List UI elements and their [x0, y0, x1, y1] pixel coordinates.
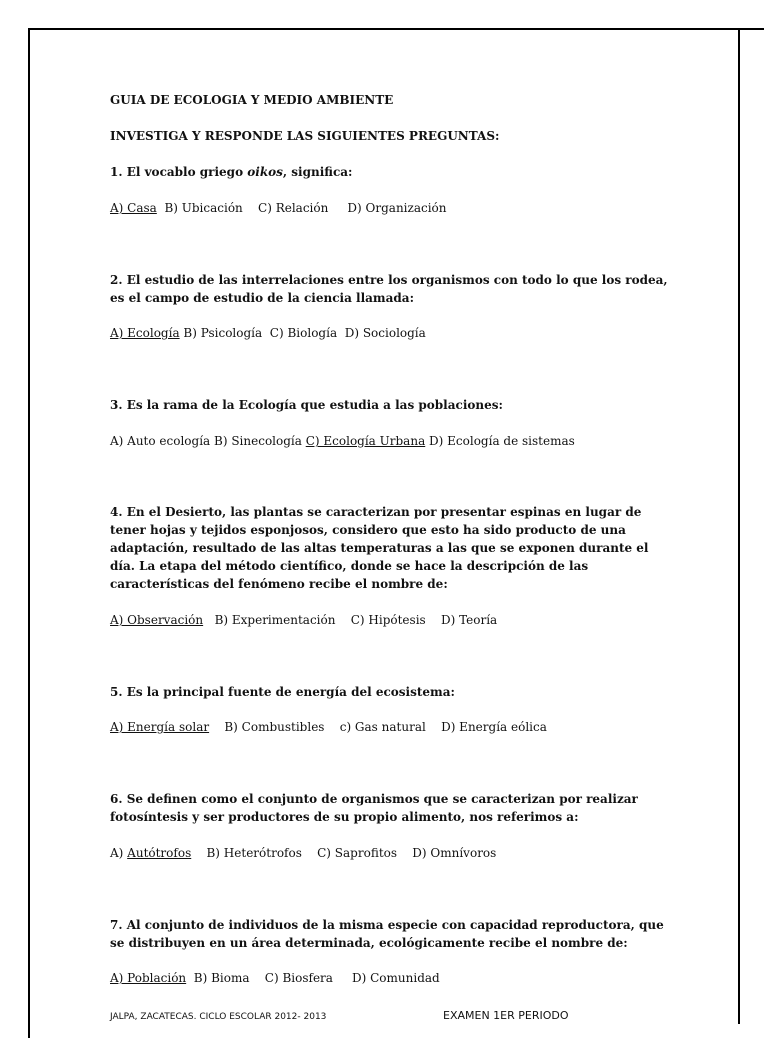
answer-2: A) Ecología: [110, 326, 180, 340]
question-7-line-2: se distribuyen en un área determinada, ecológicamente recibe el nombre de:: [110, 936, 628, 950]
answer-4: A) Observación: [110, 613, 204, 627]
footer-exam: EXAMEN 1ER PERIODO: [443, 1009, 569, 1022]
question-4-line-4: día. La etapa del método científico, donde se hace la descripción de las: [110, 559, 589, 573]
answer-7: A) Población: [110, 971, 187, 985]
answer-3: C) Ecología Urbana: [305, 434, 426, 448]
question-1: 1. El vocablo griego oikos, significa:: [110, 165, 353, 179]
question-3: 3. Es la rama de la Ecología que estudia a las poblaciones:: [110, 398, 503, 412]
question-5: 5. Es la principal fuente de energía del ecosistema:: [110, 685, 455, 699]
instruction: INVESTIGA Y RESPONDE LAS SIGUIENTES PREGUNTAS:: [110, 129, 500, 143]
question-6-options: A) Autótrofos B) Heterótrofos C) Saprofitos D) Omnívoros: [110, 846, 497, 860]
question-2-line-1: 2. El estudio de las interrelaciones entre los organismos con todo lo que los rodea,: [110, 273, 668, 287]
question-4-line-1: 4. En el Desierto, las plantas se caracterizan por presentar espinas en lugar de: [110, 505, 642, 519]
footer-school: JALPA, ZACATECAS. CICLO ESCOLAR 2012- 2013: [110, 1012, 327, 1022]
question-6-line-1: 6. Se definen como el conjunto de organismos que se caracterizan por realizar: [110, 792, 638, 806]
answer-1: A) Casa: [110, 201, 157, 215]
question-3-options: A) Auto ecología B) Sinecología C) Ecología Urbana D) Ecología de sistemas: [110, 434, 575, 448]
question-4-options: A) Observación B) Experimentación C) Hipótesis D) Teoría: [110, 613, 498, 627]
page-border-right: [738, 28, 740, 1024]
question-2-options: A) Ecología B) Psicología C) Biología D) Sociología: [110, 326, 426, 340]
answer-6: Autótrofos: [127, 846, 192, 860]
question-4-line-5: características del fenómeno recibe el nombre de:: [110, 577, 448, 591]
question-7-line-1: 7. Al conjunto de individuos de la misma especie con capacidad reproductora, que: [110, 918, 664, 932]
question-7-options: A) Población B) Bioma C) Biosfera D) Comunidad: [110, 971, 440, 985]
question-6-line-2: fotosíntesis y ser productores de su propio alimento, nos referimos a:: [110, 810, 579, 824]
question-4-line-2: tener hojas y tejidos esponjosos, considero que esto ha sido producto de una: [110, 523, 626, 537]
question-4-line-3: adaptación, resultado de las altas temperaturas a las que se exponen durante el: [110, 541, 649, 555]
question-1-options: A) Casa B) Ubicación C) Relación D) Organización: [110, 201, 447, 215]
document-title: GUIA DE ECOLOGIA Y MEDIO AMBIENTE: [110, 93, 394, 107]
answer-5: A) Energía solar: [110, 720, 210, 734]
question-2-line-2: es el campo de estudio de la ciencia llamada:: [110, 291, 415, 305]
question-5-options: A) Energía solar B) Combustibles c) Gas natural D) Energía eólica: [110, 720, 547, 734]
